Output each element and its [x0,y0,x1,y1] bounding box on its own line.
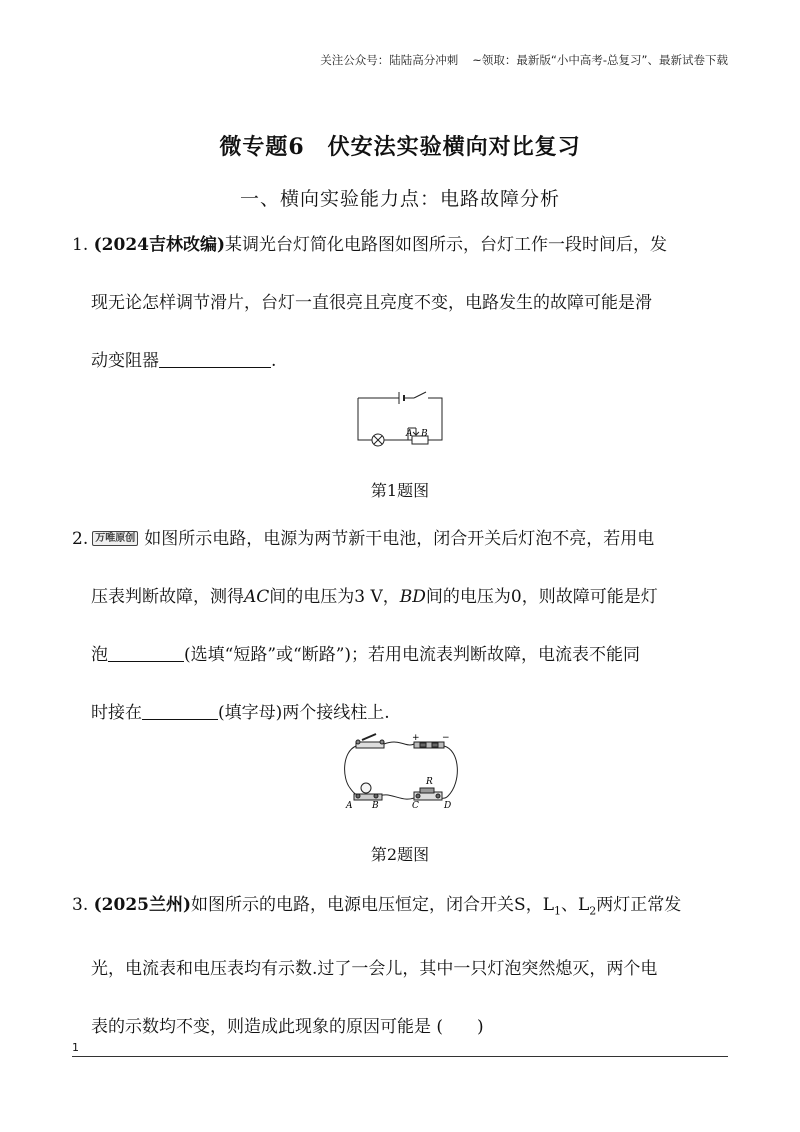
q1-circuit-diagram [350,388,450,450]
q2-text-4b: (填字母)两个接线柱上. [218,703,390,723]
q1-source: (2024吉林改编) [93,235,226,255]
q3-source: (2025兰州) [93,895,192,915]
q1-text-1: 某调光台灯简化电路图如图所示，台灯工作一段时间后，发 [225,235,668,255]
q2-plus-label: + [412,733,420,743]
q2-b-label: B [372,801,379,811]
q2-text-1: 如图所示电路，电源为两节新干电池，闭合开关后灯泡不亮，若用电 [144,529,655,549]
page-header [320,52,728,68]
q2-text-2c: 间的电压为0，则故障可能是灯 [425,587,658,607]
q3-text-1b: 、L [560,895,590,915]
q3-line-2: 光，电流表和电压表均有示数.过了一会儿，其中一只灯泡突然熄灭，两个电 [91,959,658,980]
q2-blank-1[interactable] [108,643,184,662]
q1-line-3 [72,332,732,390]
q2-minus-label: − [442,733,450,743]
header-right: ~领取：最新版“小中高考-总复习”、最新试卷下载 [472,53,728,67]
q1-number: 1. [72,235,89,255]
q2-line-3 [72,626,732,684]
q3-l2-sub: 2 [589,904,597,918]
q1-label-a: A [406,429,413,439]
q2-line-1 [72,510,732,568]
q2-circuit-diagram [340,728,462,812]
q2-number: 2. [72,529,89,549]
q1-period: . [271,351,277,371]
footer-divider [72,1056,728,1057]
q2-text-2b: 间的电压为3 V， [269,587,400,607]
q3-line-1 [72,876,732,940]
q2-bd: BD [399,587,426,607]
q2-c-label: C [412,801,419,811]
header-left: 关注公众号：陆陆高分冲刺 [320,53,459,67]
q2-figure-caption: 第2题图 [370,845,430,864]
q3-number: 3. [72,895,89,915]
section-subtitle: 一、横向实验能力点：电路故障分析 [239,188,560,210]
page-title: 微专题6 伏安法实验横向对比复习 [219,134,581,160]
q2-text-4a: 时接在 [91,703,142,723]
q2-text-2a: 压表判断故障，测得 [91,587,244,607]
q2-ac: AC [244,587,270,607]
original-badge: 万唯原创 [92,531,138,546]
q1-line-2: 现无论怎样调节滑片，台灯一直很亮且亮度不变，电路发生的故障可能是滑 [91,293,652,313]
question-3 [72,876,732,1056]
q3-l1-sub: 1 [553,904,561,918]
q2-r-label: R [426,777,433,787]
q2-text-3a: 泡 [91,645,108,665]
q2-blank-2[interactable] [142,701,218,720]
q1-text-3: 动变阻器 [91,351,159,371]
question-1 [72,216,732,390]
q2-text-3b: (选填“短路”或“断路”)；若用电流表判断故障，电流表不能同 [184,645,641,665]
q1-figure-caption: 第1题图 [370,481,430,500]
page-number: 1 [72,1041,79,1054]
q2-a-label: A [346,801,353,811]
q3-text-1c: 两灯正常发 [596,895,682,915]
q3-line-3: 表的示数均不变，则造成此现象的原因可能是 ( ) [91,1017,484,1038]
q3-text-1a: 如图所示的电路，电源电压恒定，闭合开关S，L [191,895,554,915]
q1-label-b: B [421,429,428,439]
q2-line-2 [72,568,732,626]
question-2 [72,510,732,742]
q2-d-label: D [444,801,452,811]
q1-answer-blank[interactable] [159,349,271,368]
q1-line-1 [72,216,732,274]
